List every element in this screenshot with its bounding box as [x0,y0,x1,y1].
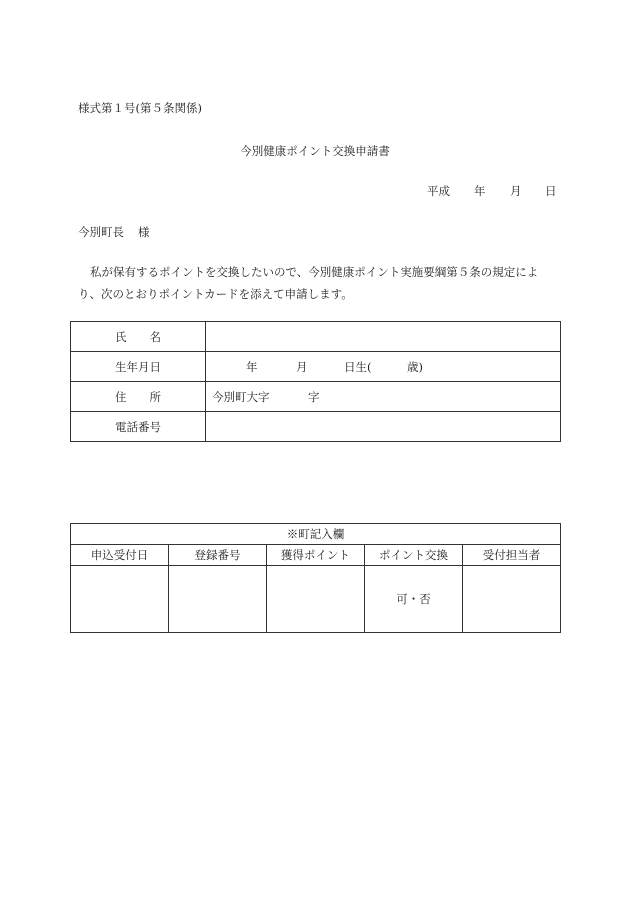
column-header: ポイント交換 [364,545,462,566]
phone-label: 電話番号 [71,412,206,442]
body-text-line1: 私が保有するポイントを交換したいので、今別健康ポイント実施要綱第５条の規定によ [90,265,539,279]
addressee-name: 今別町長 [78,225,124,239]
address-field[interactable] [206,382,561,412]
exchange-approval-cell[interactable]: 可・否 [364,566,462,633]
form-number: 様式第１号(第５条関係) [78,101,202,115]
office-use-table [70,523,561,633]
table-row [71,524,561,545]
table-row [71,352,561,382]
column-header: 受付担当者 [463,545,561,566]
staff-cell[interactable] [463,566,561,633]
phone-field[interactable] [206,412,561,442]
application-date-cell[interactable] [71,566,169,633]
address-town: 今別町大字 [212,390,270,404]
applicant-table [70,321,561,442]
office-use-header: ※町記入欄 [71,524,561,545]
body-text-line2: り、次のとおりポイントカードを添えて申請します。 [78,287,353,301]
birth-year-unit: 年 [246,360,258,374]
date-year: 年 [474,184,486,198]
registration-number-cell[interactable] [168,566,266,633]
table-row [71,566,561,633]
page-title: 今別健康ポイント交換申請書 [240,144,390,158]
table-row [71,545,561,566]
table-row [71,322,561,352]
date-month: 月 [510,184,522,198]
addressee-suffix: 様 [138,225,150,239]
birth-month-unit: 月 [296,360,308,374]
address-label: 住 所 [71,382,206,412]
age-unit: 歳) [407,360,423,374]
column-header: 申込受付日 [71,545,169,566]
table-row [71,412,561,442]
earned-points-cell[interactable] [266,566,364,633]
date-era: 平成 [427,184,450,198]
name-field[interactable] [206,322,561,352]
birth-label: 生年月日 [71,352,206,382]
column-header: 登録番号 [168,545,266,566]
birth-day-unit: 日生( [344,360,372,374]
birth-field[interactable] [206,352,561,382]
date-day: 日 [545,184,557,198]
name-label: 氏 名 [71,322,206,352]
table-row [71,382,561,412]
address-aza: 字 [308,390,320,404]
column-header: 獲得ポイント [266,545,364,566]
